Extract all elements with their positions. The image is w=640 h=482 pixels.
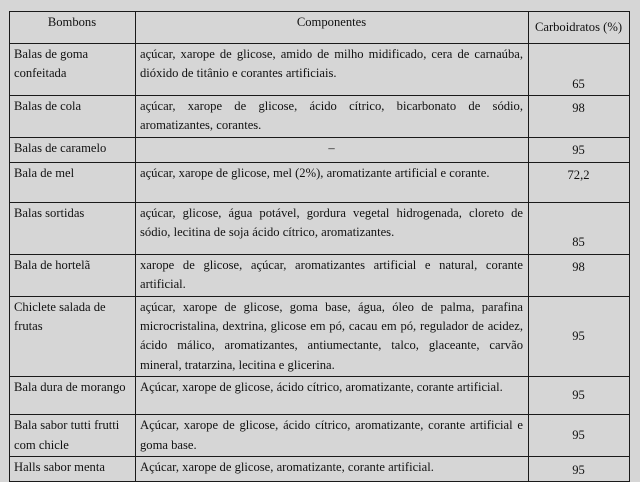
candy-composition-table bbox=[9, 11, 630, 482]
cell-bombom: Bala sabor tutti frutti com chicle bbox=[10, 415, 136, 457]
table-row bbox=[10, 44, 630, 96]
table-row bbox=[10, 415, 630, 457]
cell-componentes: açúcar, xarope de glicose, amido de milho midificado, cera de carnaúba, dióxido de titânio e corantes artificiais. bbox=[136, 44, 529, 96]
cell-carboidratos: 85 bbox=[529, 202, 630, 254]
cell-componentes: Açúcar, xarope de glicose, aromatizante, corante artificial. bbox=[136, 457, 529, 482]
header-carboidratos: Carboidratos (%) bbox=[529, 12, 630, 44]
cell-componentes: açúcar, xarope de glicose, ácido cítrico, bicarbonato de sódio, aromatizantes, corantes. bbox=[136, 96, 529, 138]
table-row bbox=[10, 96, 630, 138]
table-row bbox=[10, 457, 630, 482]
cell-carboidratos: 98 bbox=[529, 254, 630, 296]
cell-bombom: Balas sortidas bbox=[10, 202, 136, 254]
cell-carboidratos: 98 bbox=[529, 96, 630, 138]
table-row bbox=[10, 202, 630, 254]
cell-componentes: Açúcar, xarope de glicose, ácido cítrico, aromatizante, corante artificial. bbox=[136, 377, 529, 415]
cell-bombom: Bala dura de morango bbox=[10, 377, 136, 415]
cell-componentes: açúcar, glicose, água potável, gordura vegetal hidrogenada, cloreto de sódio, lecitina de soja ácido cítrico, aromatizantes. bbox=[136, 202, 529, 254]
header-row bbox=[10, 12, 630, 44]
header-componentes: Componentes bbox=[136, 12, 529, 44]
cell-componentes: Açúcar, xarope de glicose, ácido cítrico, aromatizante, corante artificial e goma base. bbox=[136, 415, 529, 457]
cell-carboidratos: 95 bbox=[529, 377, 630, 415]
cell-componentes: açúcar, xarope de glicose, goma base, água, óleo de palma, parafina microcristalina, dextrina, glicose em pó, cacau em pó, regulador de acidez, ácido málico, aromatizantes, antiumectante, talco, glaceante, carvão mineral, tratarzina, lecitina e glicerina. bbox=[136, 296, 529, 377]
cell-carboidratos: 95 bbox=[529, 415, 630, 457]
cell-componentes: – bbox=[136, 137, 529, 162]
cell-bombom: Bala de hortelã bbox=[10, 254, 136, 296]
cell-bombom: Balas de caramelo bbox=[10, 137, 136, 162]
cell-componentes: xarope de glicose, açúcar, aromatizantes artificial e natural, corante artificial. bbox=[136, 254, 529, 296]
candy-table-container bbox=[9, 11, 629, 477]
cell-carboidratos: 72,2 bbox=[529, 162, 630, 202]
cell-carboidratos: 95 bbox=[529, 137, 630, 162]
table-row bbox=[10, 296, 630, 377]
cell-bombom: Halls sabor menta bbox=[10, 457, 136, 482]
cell-carboidratos: 95 bbox=[529, 457, 630, 482]
cell-bombom: Chiclete salada de frutas bbox=[10, 296, 136, 377]
header-bombons: Bombons bbox=[10, 12, 136, 44]
cell-carboidratos: 65 bbox=[529, 44, 630, 96]
table-row bbox=[10, 162, 630, 202]
cell-componentes: açúcar, xarope de glicose, mel (2%), aromatizante artificial e corante. bbox=[136, 162, 529, 202]
table-row bbox=[10, 137, 630, 162]
table-row bbox=[10, 254, 630, 296]
cell-bombom: Balas de goma confeitada bbox=[10, 44, 136, 96]
table-row bbox=[10, 377, 630, 415]
cell-bombom: Bala de mel bbox=[10, 162, 136, 202]
cell-bombom: Balas de cola bbox=[10, 96, 136, 138]
cell-carboidratos: 95 bbox=[529, 296, 630, 377]
